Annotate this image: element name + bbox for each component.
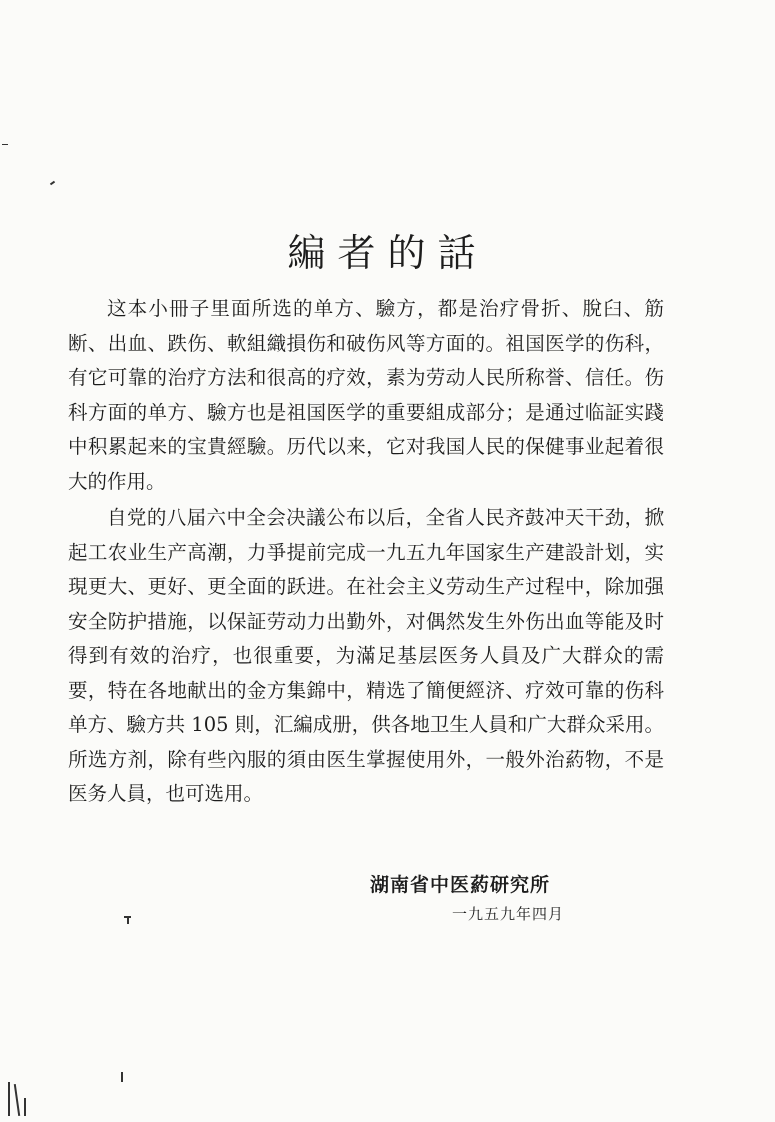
scan-speck <box>127 916 129 924</box>
paragraph-2: 自党的八届六中全会决議公布以后，全省人民齐鼓冲天干劲，掀起工农业生产高潮，力爭提前完成一九五九年国家生产建設計划，实現更大、更好、更全面的跃进。在社会主义劳动生产过程中，除加强安全防护措施，以保証劳动力出勤外，对偶然发生外伤出血等能及时得到有效的治疗，也很重要，为滿足基层医务人員及广大群众的需要，特在各地献出的金方集錦中，精选了簡便經济、疗效可靠的伤科单方、驗方共 105 則，汇編成册，供各地卫生人員和广大群众采用。所选方剂，除有些內服的須由医生掌握使用外，一般外治葯物，不是医务人員，也可选用。 <box>68 506 664 805</box>
signature-date: 一九五九年四月 <box>452 905 565 923</box>
paragraph-1: 这本小冊子里面所选的单方、驗方，都是治疗骨折、脫臼、筋断、出血、跌伤、軟組織損伤和破伤风等方面的。祖国医学的伤科，有它可靠的治疗方法和很高的疗效，素为劳动人民所称誉、信任。伤科方面的单方、驗方也是祖国医学的重要組成部分；是通过临証实踐中积累起来的宝貴經驗。历代以来，它对我国人民的保健事业起着很大的作用。 <box>68 297 664 493</box>
body-text <box>68 292 664 814</box>
scan-speck <box>121 1072 123 1082</box>
scan-speck <box>50 181 55 186</box>
scan-speck <box>8 1082 10 1116</box>
author-signature: 湖南省中医葯研究所 <box>370 874 551 896</box>
page-title: 編者的話 <box>287 231 488 275</box>
scan-speck <box>24 1098 26 1116</box>
scan-speck <box>14 1084 20 1116</box>
scan-speck <box>2 144 8 145</box>
